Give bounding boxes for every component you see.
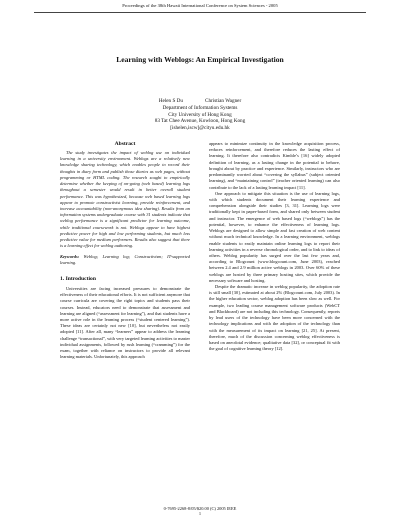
- abstract-body: The study investigates the impact of weblog use on individual learning in a university environment. Weblogs are a relatively new knowledge sharing technology, which enables people to record their thoughts in diary form and publish those diaries as web pages, without programming or HTML coding. The research sought to empirically determine whether the keeping of on-going (web based) learning logs throughout a semester would result in better overall student performance. This was hypothesized, because web based learning logs appear to promote constructivist learning, provide reinforcement, and increase accountability (non-anonymous idea sharing). Results from an information systems undergraduate course with 31 students indicate that weblog performance is a significant predictor for learning outcome, while traditional coursework is not. Weblogs appear to have highest predictive power for high and low performing students, but much less predictive value for medium performers. Results also suggest that there is a learning effect for weblog authoring.: [60, 150, 190, 249]
- introduction-paragraph: Universities are facing increased pressures to demonstrate the effectiveness of their educational efforts. It is not sufficient anymore that course curricula are covering the right topics and students pass their courses. Instead, educators need to demonstrate that assessment and learning are aligned (“assessment for learning”), and that students have a more active role in the learning process (“student centered learning”). These ideas are certainly not new [10], but nevertheless not easily adopted [11]. After all, many “learners” appear to address the learning challenge “transactional”, with very targeted learning activities to master individual assignments, followed by rush learning (“cramming”) for the exam, together with reliance on instructors to provide all relevant learning materials. Unfortunately, this approach: [60, 285, 190, 360]
- author-block: [0, 98, 400, 131]
- copyright-line: 0-7695-2268-8/05/$20.00 (C) 2005 IEEE: [163, 506, 237, 511]
- running-head: Proceedings of the 38th Hawaii International Conference on System Sciences - 2005: [122, 3, 278, 8]
- header-divider: [34, 12, 366, 13]
- body-paragraph: appears to minimize continuity in the knowledge acquisition process, reduces reinforcement, and therefore reduces the lasting effect of learning. It therefore also contradicts Kimble’s [16] widely adopted definition of learning, as a lasting change in the potential to behave, brought about by practice and experience. Similarly, instructors who are predominantly worried about “covering the syllabus” (subject oriented learning), and “maintaining control” (teacher oriented learning) can also contribute to the lack of a lasting learning impact [11].: [209, 141, 340, 190]
- body-paragraph: One approach to mitigate this situation is the use of learning logs, with which students document their learning experience and comprehension alongside their studies [3, 31]. Learning logs were traditionally kept in paper-based form, and shared only between student and instructor. The emergence of web based logs (“weblogs”) has the potential, however, to enhance the effectiveness of learning logs. Weblogs are designed to allow simple and fast creation of web content without much technical knowledge. In a learning environment, weblogs enable students to easily maintain online learning logs to report their learning activities in a reverse chronological order, and to link to ideas of others. Weblog popularity has surged over the last few years and, according to Blogcount (www.blogcount.com, June 2003), reached between 2.4 and 2.9 million active weblogs in 2003. Over 60% of these weblogs are hosted by three primary hosting sites, which provide the necessary software and hosting.: [209, 190, 340, 283]
- abstract-heading: Abstract: [114, 141, 136, 147]
- affiliation-address: 83 Tat Chee Avenue, Kowloon, Hong Kong: [154, 118, 246, 125]
- author-name: Helen S Du: [158, 98, 183, 104]
- left-column: [60, 141, 190, 361]
- author-names: [0, 98, 400, 105]
- author-email: [ishelen,iscw]@cityu.edu.hk: [170, 124, 230, 131]
- affiliation-department: Department of Information Systems: [162, 105, 238, 112]
- author-name: Christian Wagner: [204, 98, 242, 104]
- page-number: 1: [198, 511, 202, 516]
- page-footer: [0, 506, 400, 516]
- keywords-text: Weblog; Learning log; Constructivism; IT-supported learning.: [60, 253, 190, 265]
- keywords-label: Keywords:: [60, 253, 80, 259]
- keywords-line: [60, 254, 190, 266]
- right-column: [209, 141, 340, 352]
- introduction-heading: 1. Introduction: [60, 275, 96, 282]
- body-paragraph: Despite the dramatic increase in weblog popularity, the adoption rate is still small [30], estimated at about 2% (Blogcount.com, July 2003). In the higher education sector, weblog adoption has been slow as well. For example, two leading course management software products (WebCT and Blackboard) are not including this technology. Consequently, reports by lead users of the technology have been more concerned with the technology implications and with the adoption of the technology than with the measurement of its impact on learning [21, 25]. At present, therefore, much of the discussion concerning weblog effectiveness is based on anecdotal evidence; qualitative data [32], or conceptual fit with the goal of cognitive learning theory [12].: [209, 284, 340, 352]
- affiliation-university: City University of Hong Kong: [168, 111, 232, 118]
- paper-title: Learning with Weblogs: An Empirical Investigation: [116, 55, 284, 64]
